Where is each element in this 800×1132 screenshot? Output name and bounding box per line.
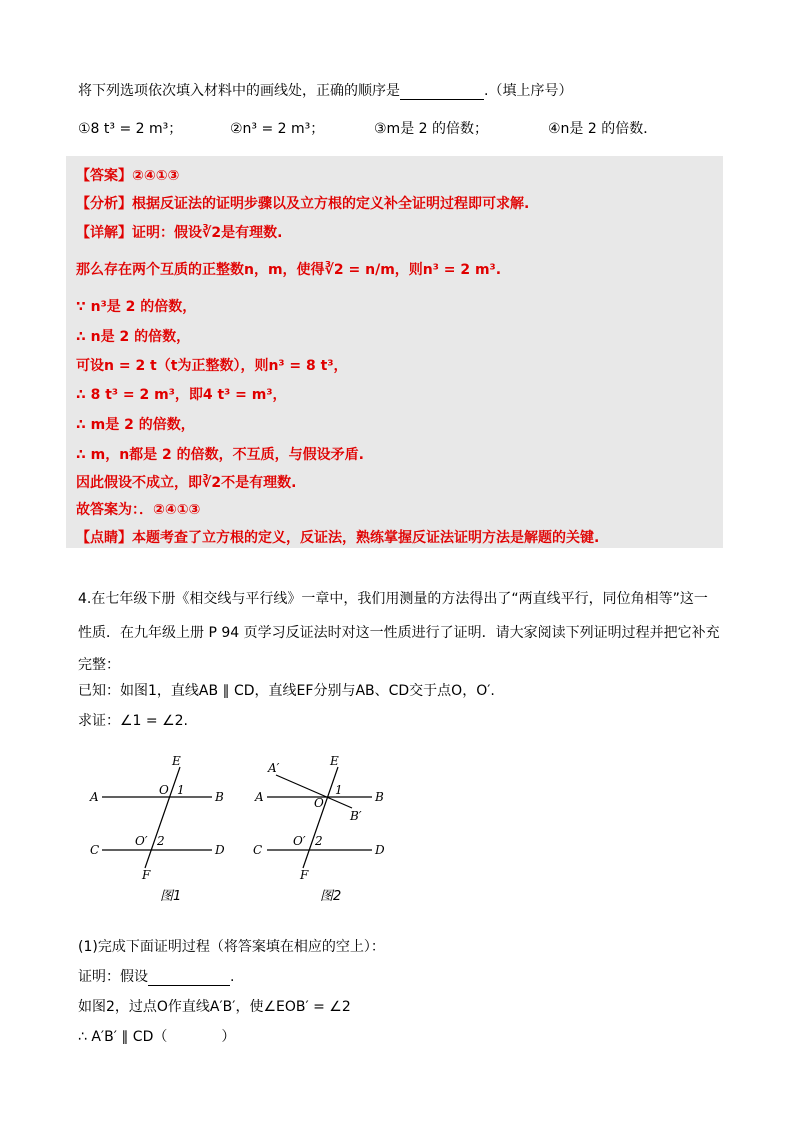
- option-2: ②n³ = 2 m³；: [230, 121, 325, 137]
- fig1-caption: 图1: [160, 889, 182, 904]
- fig2-label-B: B: [375, 790, 384, 804]
- q4-given: 已知：如图1，直线AB ∥ CD，直线EF分别与AB、CD交于点O，O′.: [78, 683, 495, 699]
- fig2-angle-1: 1: [335, 783, 343, 797]
- fig2-label-O: O: [314, 796, 324, 810]
- fig1-label-O: O: [159, 783, 169, 797]
- detail-line: 【详解】证明：假设∛2是有理数.: [76, 225, 283, 241]
- proof-line-1: 那么存在两个互质的正整数n，m，使得∛2 = n/m，则n³ = 2 m³.: [76, 262, 502, 278]
- proof-line-3: ∴ n是 2 的倍数，: [76, 329, 191, 345]
- fig2-label-A-prime: A′: [268, 761, 280, 775]
- q4-line-1: 4.在七年级下册《相交线与平行线》一章中，我们用测量的方法得出了“两直线平行，同位角相等”这一: [78, 591, 708, 607]
- analysis-line: 【分析】根据反证法的证明步骤以及立方根的定义补全证明过程即可求解.: [76, 196, 530, 212]
- fig2-caption: 图2: [320, 889, 342, 904]
- part1-line-3: ∴ A′B′ ∥ CD（ ）: [78, 1029, 236, 1045]
- fig1-label-O-prime: O′: [135, 834, 148, 848]
- fig1-angle-2: 2: [157, 834, 165, 848]
- fig1-angle-1: 1: [177, 783, 185, 797]
- answer-line: 【答案】②④①③: [76, 168, 180, 184]
- fig2-label-B-prime: B′: [350, 809, 362, 823]
- q4-prove: 求证：∠1 = ∠2.: [78, 713, 188, 729]
- answer-explanation-box: [66, 156, 723, 548]
- answer-blank[interactable]: [400, 83, 484, 100]
- fig1-label-A: A: [90, 790, 99, 804]
- fig1-label-D: D: [215, 843, 225, 857]
- figure-2: [253, 754, 385, 904]
- option-1: ①8 t³ = 2 m³；: [78, 121, 183, 137]
- fig1-label-E: E: [172, 754, 181, 768]
- fig2-label-C: C: [253, 843, 263, 857]
- fig1-label-C: C: [90, 843, 100, 857]
- proof-line-2: ∵ n³是 2 的倍数，: [76, 299, 197, 315]
- figure-1: [89, 754, 225, 904]
- proof-line-7: ∴ m，n都是 2 的倍数，不互质，与假设矛盾.: [76, 447, 364, 463]
- fig2-label-D: D: [375, 843, 385, 857]
- instruction-line: 将下列选项依次填入材料中的画线处，正确的顺序是 .（填上序号）: [78, 83, 573, 99]
- part1-heading: (1)完成下面证明过程（将答案填在相应的空上）：: [78, 939, 385, 955]
- fig2-label-A: A: [255, 790, 264, 804]
- proof-line-5: ∴ 8 t³ = 2 m³，即4 t³ = m³，: [76, 387, 287, 403]
- option-4: ④n是 2 的倍数．: [548, 121, 658, 137]
- fig2-label-E: E: [330, 754, 339, 768]
- geometry-figures: [80, 750, 410, 910]
- q4-line-2: 性质．在九年级上册 P 94 页学习反证法时对这一性质进行了证明．请大家阅读下列证明过程并把它补充: [78, 625, 720, 641]
- comment-line: 【点睛】本题考查了立方根的定义，反证法，熟练掌握反证法证明方法是解题的关键.: [76, 530, 600, 546]
- fig1-label-F: F: [142, 868, 151, 882]
- proof-line-4: 可设n = 2 t（t为正整数），则n³ = 8 t³，: [76, 358, 348, 374]
- fig1-label-B: B: [215, 790, 224, 804]
- fig2-label-O-prime: O′: [293, 834, 306, 848]
- q4-line-3: 完整：: [78, 657, 120, 673]
- part1-line-2: 如图2，过点O作直线A′B′，使∠EOB′ = ∠2: [78, 999, 351, 1015]
- fig2-angle-2: 2: [315, 834, 323, 848]
- final-answer-line: 故答案为：．②④①③: [76, 502, 201, 518]
- reason-blank[interactable]: [167, 1029, 221, 1045]
- proof-line-8: 因此假设不成立，即∛2不是有理数.: [76, 475, 297, 491]
- assumption-blank[interactable]: [148, 969, 230, 986]
- option-3: ③m是 2 的倍数；: [374, 121, 488, 137]
- proof-line-6: ∴ m是 2 的倍数，: [76, 417, 195, 433]
- fig2-label-F: F: [300, 868, 309, 882]
- part1-line-1: 证明：假设 .: [78, 969, 235, 985]
